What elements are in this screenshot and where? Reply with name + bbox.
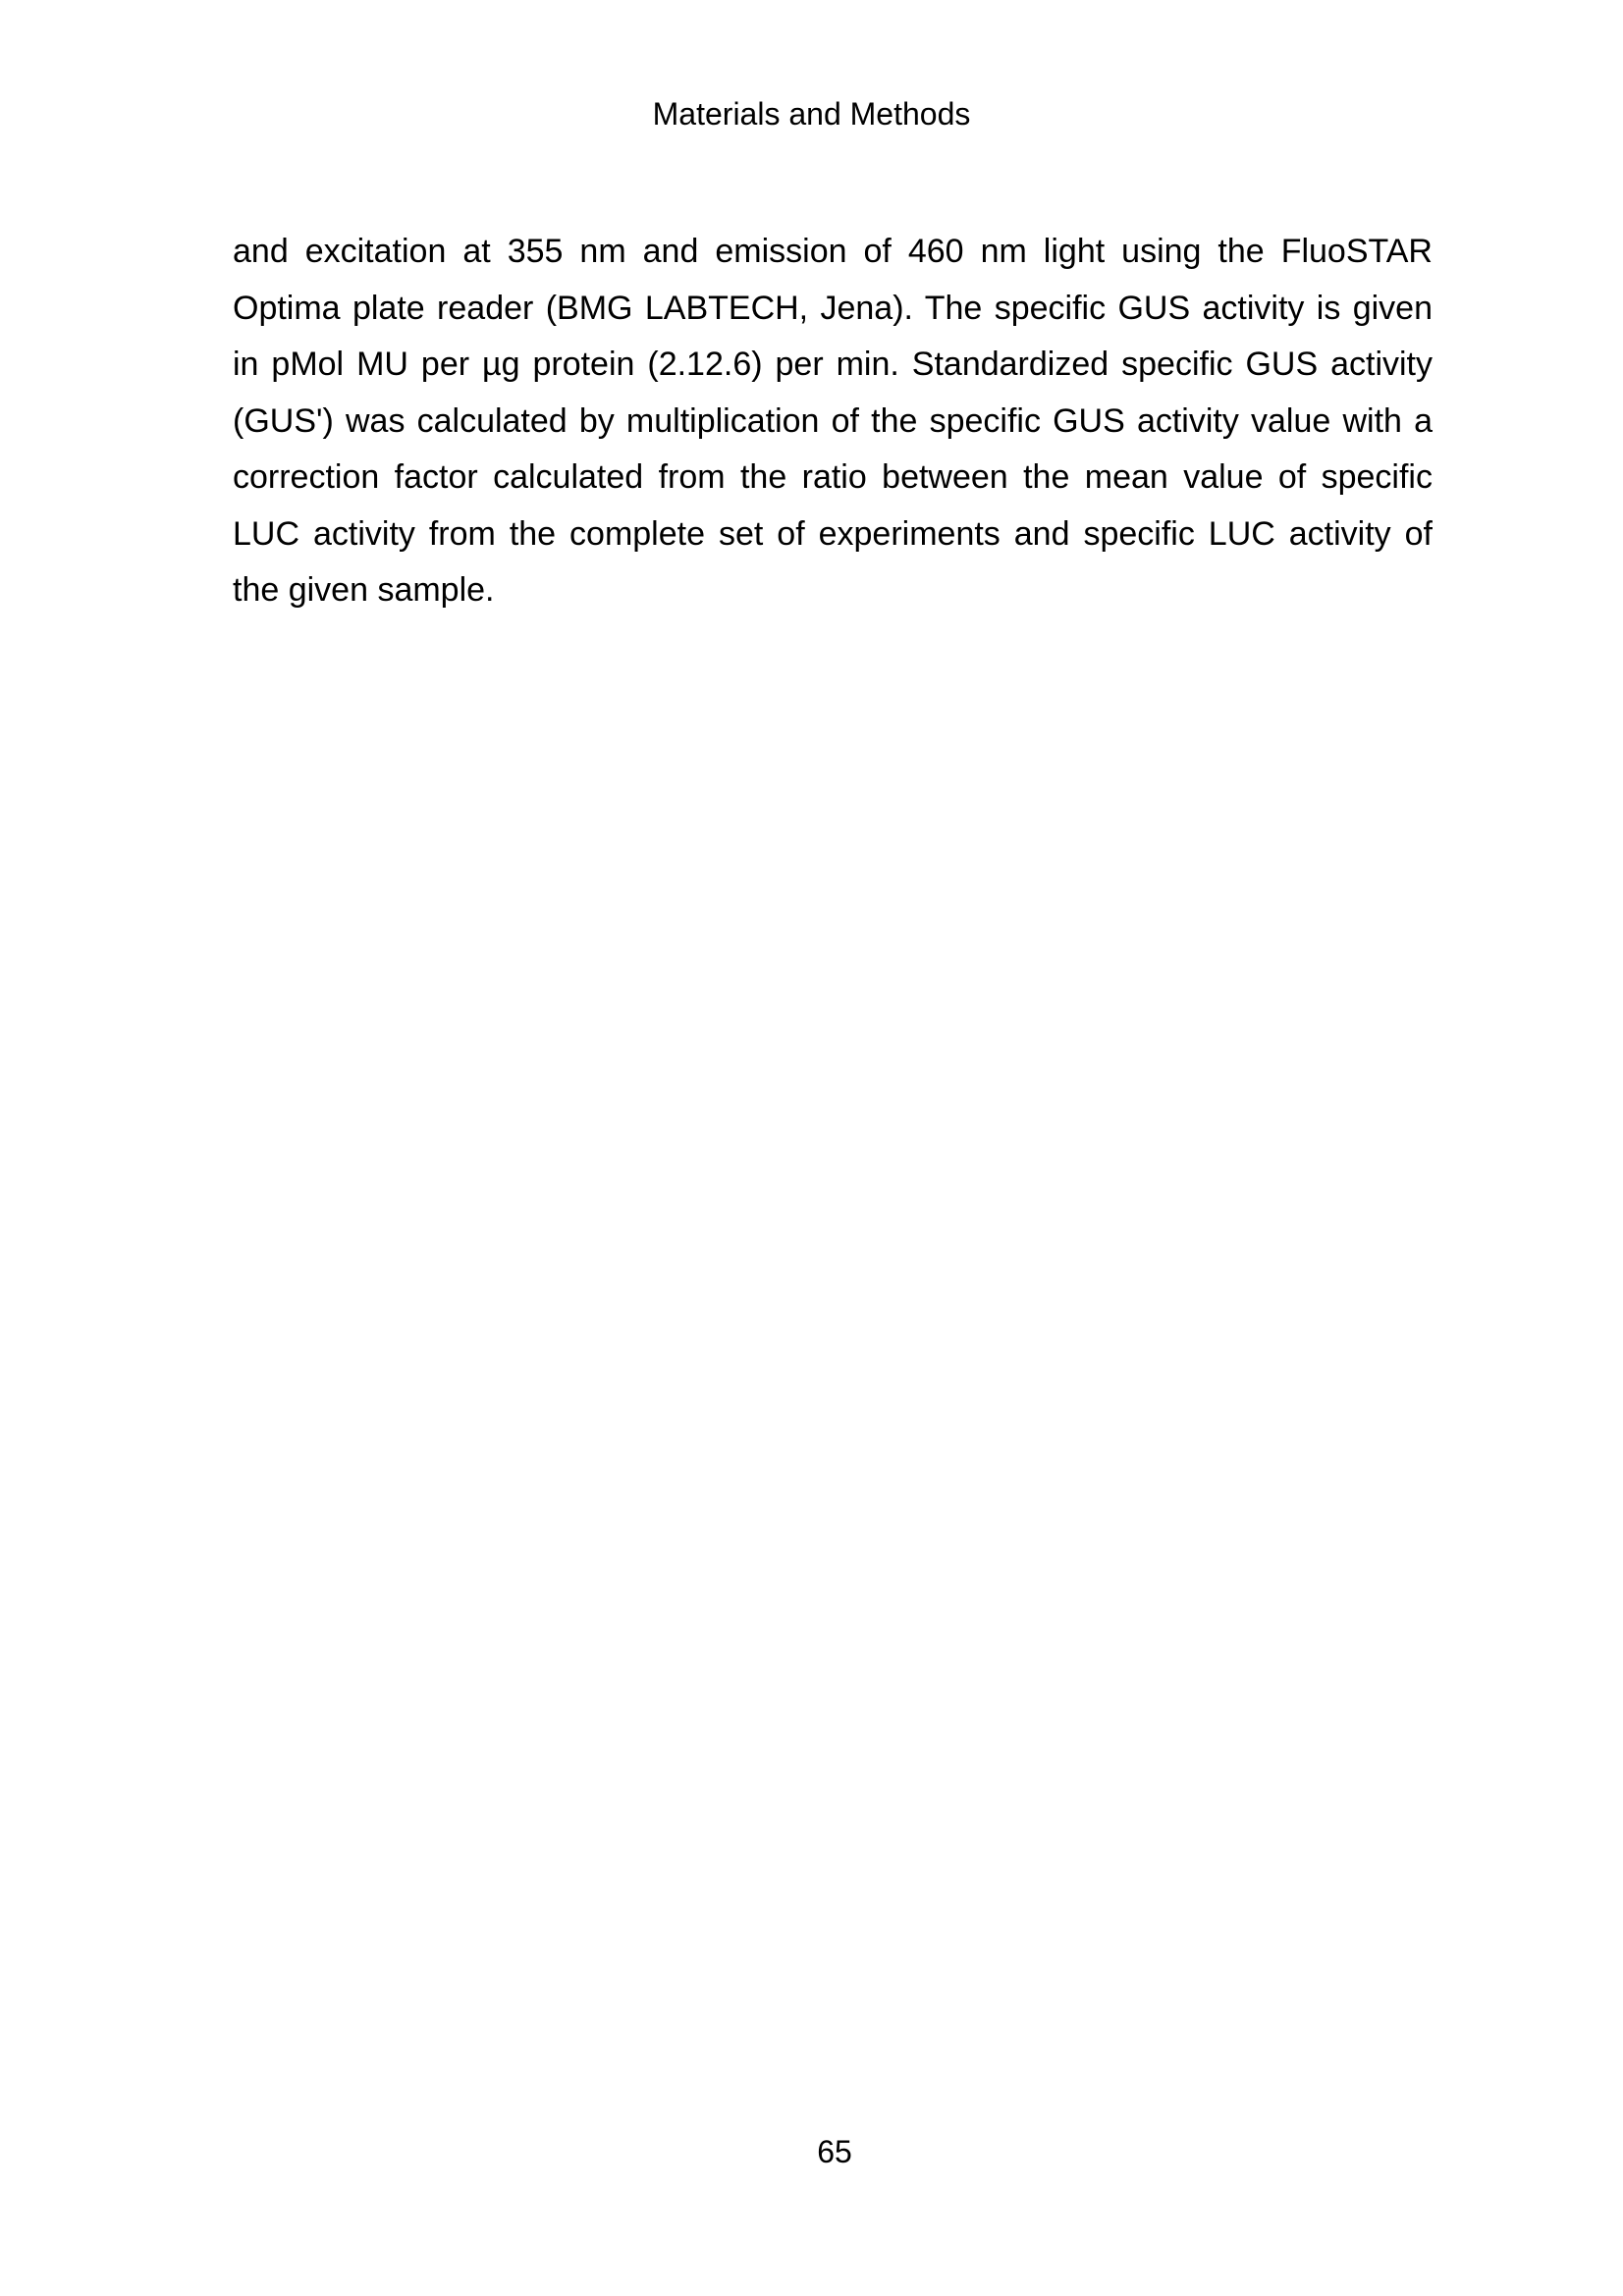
running-header-title: Materials and Methods — [652, 96, 971, 132]
body-paragraph: and excitation at 355 nm and emission of 460 nm light using the FluoSTAR Optima plate reader (BMG LABTECH, Jena). The specific GUS activity is given in pMol MU per µg protein (2.12.6) per min. Standardized specific GUS activity (GUS') was calculated by multiplication of the specific GUS activity value with a correction factor calculated from the ratio between the mean value of specific LUC activity from the complete set of experiments and specific LUC activity of the given sample. — [233, 233, 1433, 609]
page-number: 65 — [817, 2134, 852, 2169]
